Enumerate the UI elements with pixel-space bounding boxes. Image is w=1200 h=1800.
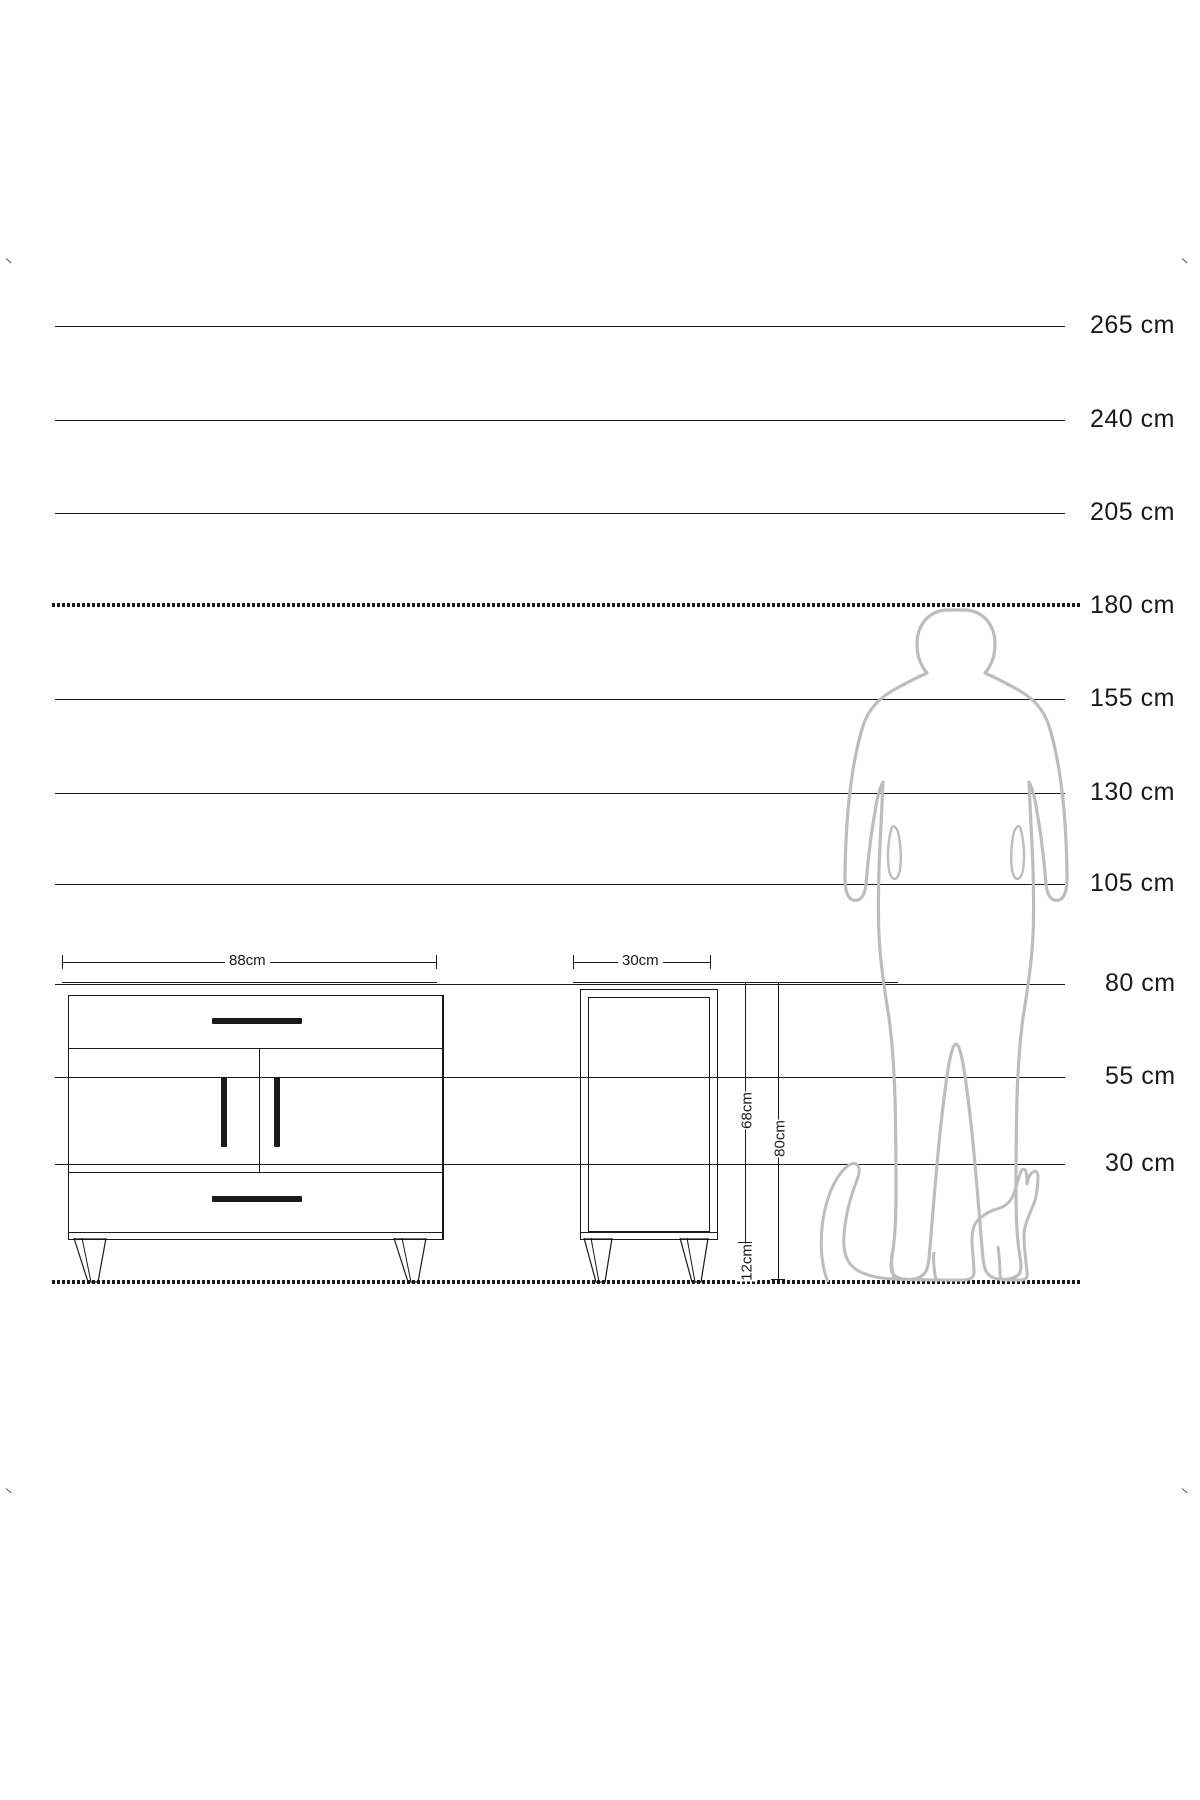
sideboard-drawer-divider-bottom <box>68 1172 443 1173</box>
sideboard-drawer-divider-top <box>68 1048 443 1049</box>
reference-line-55-left <box>443 1077 580 1078</box>
sideboard-door-split <box>259 1048 260 1172</box>
sideboard-bottom-drawer-handle[interactable] <box>212 1196 302 1202</box>
sideboard-legs <box>60 1238 450 1288</box>
scale-label-205: 205 cm <box>1090 498 1175 526</box>
dimension-cap-top-68cm <box>738 982 752 983</box>
sideboard-right-door-handle[interactable] <box>274 1077 280 1147</box>
scale-label-105: 105 cm <box>1090 869 1175 897</box>
scale-label-265: 265 cm <box>1090 311 1175 339</box>
sideboard-top-edge <box>62 982 437 983</box>
cat-silhouette <box>810 1150 1060 1290</box>
sideboard-body <box>68 995 443 1240</box>
cabinet-door-panel[interactable] <box>588 997 710 1232</box>
dimension-label-12cm: 12cm <box>738 1244 756 1281</box>
scale-line-240 <box>55 420 1065 421</box>
corner-mark-top-right <box>1182 258 1189 265</box>
sideboard-top-drawer-handle[interactable] <box>212 1018 302 1024</box>
cabinet-bottom-rail <box>580 1232 718 1233</box>
dimension-label-80cm: 80cm <box>771 1120 789 1157</box>
dimension-cap-right-88cm <box>436 955 437 969</box>
dimension-cap-bottom-80cm <box>771 1279 785 1280</box>
dimension-label-68cm: 68cm <box>738 1092 756 1129</box>
corner-mark-bottom-right <box>1182 1488 1189 1495</box>
corner-mark-top-left <box>6 258 13 265</box>
scale-line-265 <box>55 326 1065 327</box>
sideboard-bottom-rail <box>68 1232 443 1233</box>
sideboard-left-door-handle[interactable] <box>221 1077 227 1147</box>
corner-mark-bottom-left <box>6 1488 13 1495</box>
cabinet-legs <box>572 1238 727 1288</box>
scale-label-80: 80 cm <box>1105 969 1176 997</box>
dimension-cap-left-30cm <box>573 955 574 969</box>
scale-label-130: 130 cm <box>1090 778 1175 806</box>
scale-label-30: 30 cm <box>1105 1149 1176 1177</box>
cabinet-top-edge <box>573 982 718 983</box>
scale-line-205 <box>55 513 1065 514</box>
scale-label-240: 240 cm <box>1090 405 1175 433</box>
reference-line-30-left <box>443 1164 580 1165</box>
scale-label-55: 55 cm <box>1105 1062 1176 1090</box>
scale-label-180: 180 cm <box>1090 591 1175 619</box>
scale-label-155: 155 cm <box>1090 684 1175 712</box>
dimension-cap-left-88cm <box>62 955 63 969</box>
dimension-cap-right-30cm <box>710 955 711 969</box>
dimension-cap-top-80cm <box>771 982 785 983</box>
dimension-label-30cm: 30cm <box>618 952 663 969</box>
sideboard-right-panel <box>443 995 444 1240</box>
dimension-label-88cm: 88cm <box>225 952 270 969</box>
